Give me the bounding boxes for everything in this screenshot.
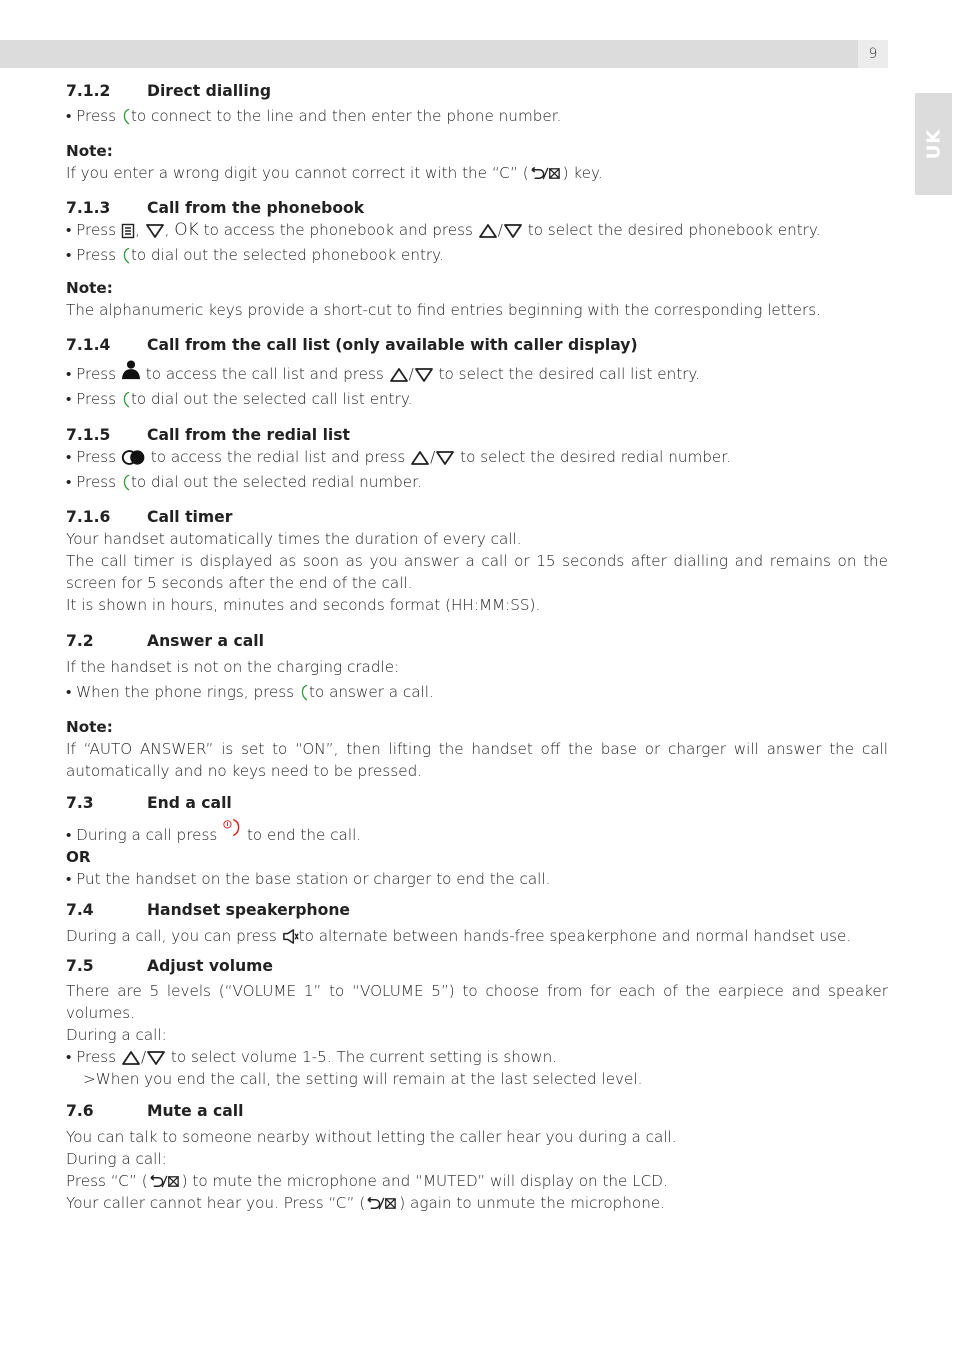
bullet-7-3-a: • During a call press to end the call. xyxy=(66,818,888,846)
language-tab xyxy=(915,93,952,195)
heading-7-6: 7.6 Mute a call xyxy=(66,1102,244,1120)
bullet-7-1-5-b: • Press to dial out the selected redial number. xyxy=(66,473,422,491)
page-number: 9 xyxy=(858,40,888,68)
bullet-7-1-5-a: • Press to access the redial list and press / to select the desired redial number. xyxy=(66,448,731,466)
heading-7-5: 7.5 Adjust volume xyxy=(66,957,273,975)
text-7-5-b: During a call: xyxy=(66,1026,167,1044)
note-7-2: If “AUTO ANSWER” is set to “ON”, then lifting the handset off the base or charger will answer the call automatically and no keys need to be pressed. xyxy=(66,740,888,780)
menu-icon xyxy=(121,223,135,239)
note-label: Note: xyxy=(66,718,113,736)
ok-key-label: OK xyxy=(174,220,199,240)
heading-7-1-4: 7.1.4 Call from the call list (only available with caller display) xyxy=(66,336,638,354)
bullet-7-1-4-b: • Press to dial out the selected call list entry. xyxy=(66,390,413,408)
down-arrow-icon xyxy=(145,223,165,239)
off-hook-icon xyxy=(121,473,131,493)
note-7-1-2: If you enter a wrong digit you cannot correct it with the “C” ( ) key. xyxy=(66,164,603,182)
off-hook-icon xyxy=(121,246,131,266)
bullet-7-2: • When the phone rings, press to answer a call. xyxy=(66,683,434,701)
text-7-6-d: Your caller cannot hear you. Press “C” ( ) again to unmute the microphone. xyxy=(66,1194,665,1212)
text-7-1-6-c: It is shown in hours, minutes and seconds format (HH:MM:SS). xyxy=(66,596,541,614)
speaker-icon xyxy=(282,928,299,945)
bullet-7-1-4-a: • Press to access the call list and press / to select the desired call list entry. xyxy=(66,360,888,385)
end-call-icon xyxy=(222,818,242,838)
bullet-7-1-3-a: • Press , , OK to access the phonebook and press / to select the desired phonebook entry. xyxy=(66,220,821,240)
text-7-2: If the handset is not on the charging cradle: xyxy=(66,658,400,676)
up-arrow-icon xyxy=(121,1050,141,1066)
up-arrow-icon xyxy=(410,450,430,466)
down-arrow-icon xyxy=(435,450,455,466)
up-arrow-icon xyxy=(389,367,409,383)
text-7-5-a: There are 5 levels (“VOLUME 1” to “VOLUME 5”) to choose from for each of the earpiece and speaker volumes. xyxy=(66,982,888,1022)
bullet-7-1-2: • Press to connect to the line and then enter the phone number. xyxy=(66,107,562,125)
off-hook-icon xyxy=(121,107,131,127)
heading-7-1-2: 7.1.2 Direct dialling xyxy=(66,82,272,100)
heading-7-1-3: 7.1.3 Call from the phonebook xyxy=(66,199,365,217)
down-arrow-icon xyxy=(146,1050,166,1066)
note-label: Note: xyxy=(66,142,113,160)
note-7-1-3: The alphanumeric keys provide a short-cut to find entries beginning with the corresponding letters. xyxy=(66,301,821,319)
heading-7-1-5: 7.1.5 Call from the redial list xyxy=(66,426,351,444)
language-tab-label: UK xyxy=(923,128,944,160)
call-list-icon xyxy=(121,360,141,380)
heading-7-2: 7.2 Answer a call xyxy=(66,632,264,650)
bullet-7-5: • Press / to select volume 1-5. The current setting is shown. xyxy=(66,1048,558,1066)
text-7-6-b: During a call: xyxy=(66,1150,167,1168)
heading-7-1-6: 7.1.6 Call timer xyxy=(66,508,233,526)
text-7-1-6-b: The call timer is displayed as soon as you answer a call or 15 seconds after dialling and remains on the screen for 5 seconds after the end of the call. xyxy=(66,552,888,592)
header-bar xyxy=(0,40,858,68)
off-hook-icon xyxy=(121,390,131,410)
heading-7-4: 7.4 Handset speakerphone xyxy=(66,901,350,919)
bullet-7-3-b: • Put the handset on the base station or charger to end the call. xyxy=(66,870,551,888)
bullet-7-1-3-b: • Press to dial out the selected phonebook entry. xyxy=(66,246,444,264)
down-arrow-icon xyxy=(503,223,523,239)
page-content xyxy=(66,80,888,1214)
back-clear-icon xyxy=(148,1174,182,1189)
note-label: Note: xyxy=(66,279,113,297)
back-clear-icon xyxy=(365,1196,399,1211)
heading-7-3: 7.3 End a call xyxy=(66,794,232,812)
back-clear-icon xyxy=(529,166,563,181)
redial-icon xyxy=(121,449,146,466)
text-7-1-6-a: Your handset automatically times the duration of every call. xyxy=(66,530,522,548)
text-7-4: During a call, you can press to alternate between hands-free speakerphone and normal handset use. xyxy=(66,927,852,945)
or-label: OR xyxy=(66,848,91,866)
up-arrow-icon xyxy=(478,223,498,239)
down-arrow-icon xyxy=(414,367,434,383)
text-7-6-a: You can talk to someone nearby without letting the caller hear you during a call. xyxy=(66,1128,677,1146)
sub-bullet-7-5: >When you end the call, the setting will remain at the last selected level. xyxy=(83,1070,643,1088)
text-7-6-c: Press “C” ( ) to mute the microphone and “MUTED” will display on the LCD. xyxy=(66,1172,668,1190)
off-hook-icon xyxy=(299,683,309,703)
